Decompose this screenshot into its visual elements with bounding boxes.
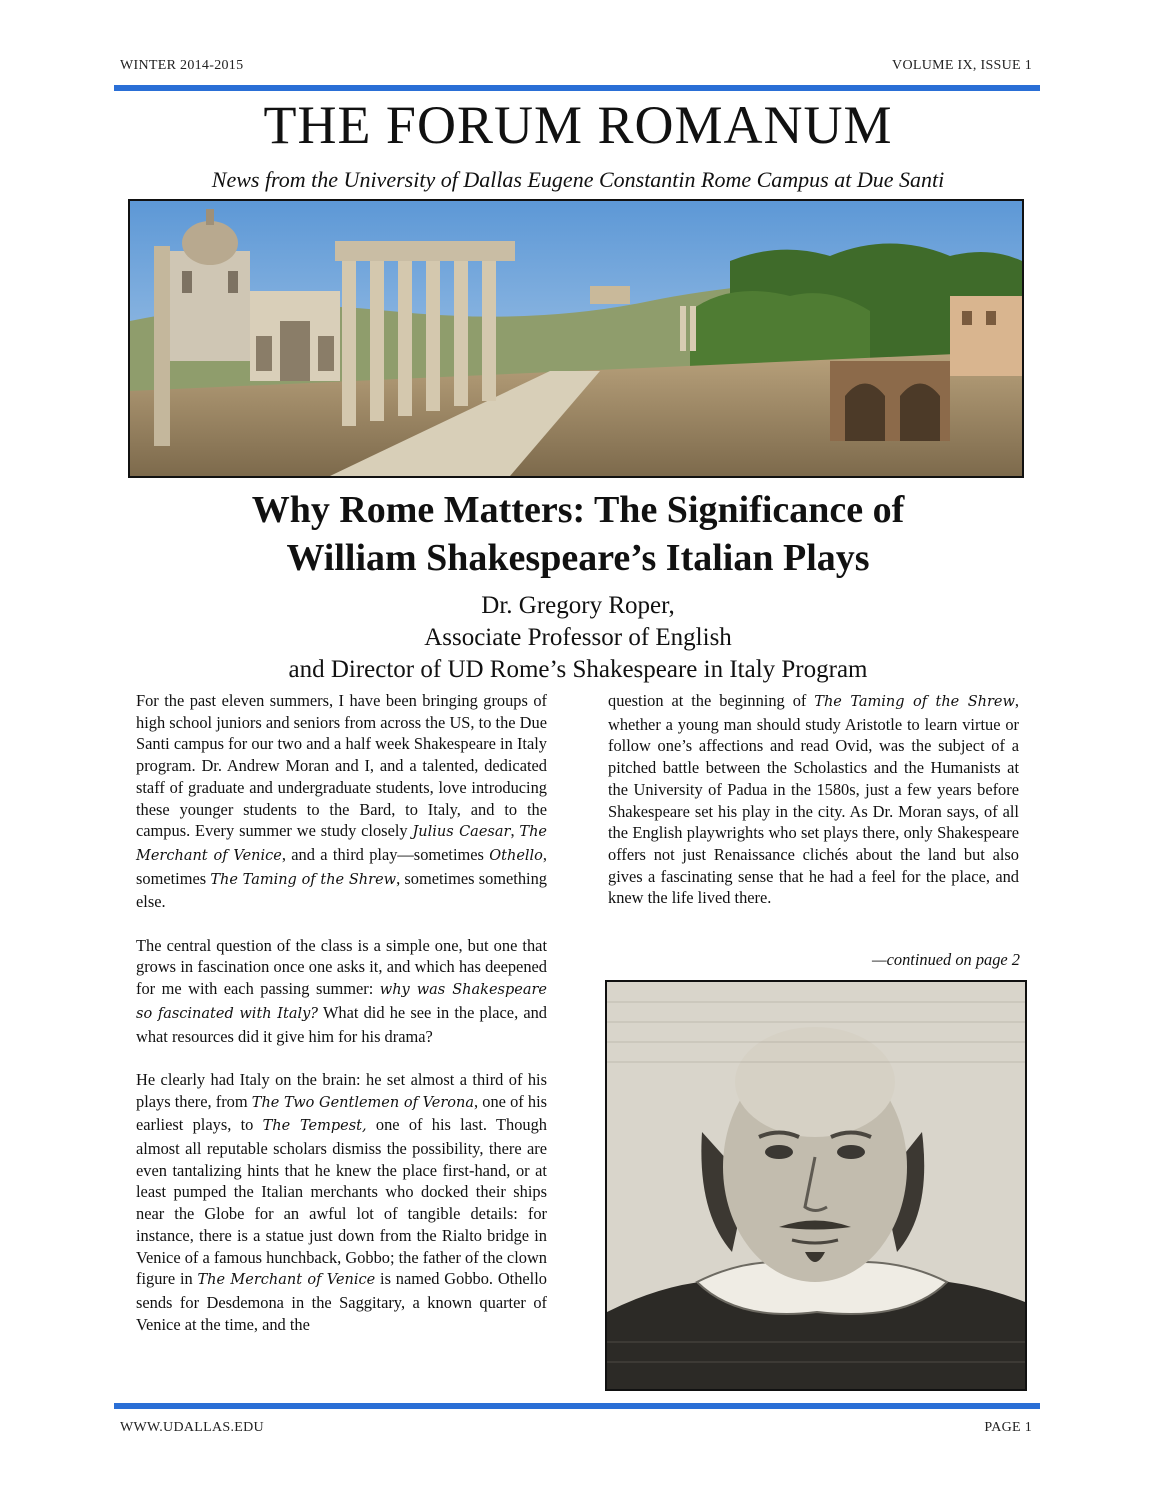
- shakespeare-portrait: [605, 980, 1027, 1391]
- paragraph-2: The central question of the class is a simple one, but one that grows in fascination once one asks it, and which has deepened for me with each passing summer: why was Shakespeare so fascinated with Italy? What did he see in the place, and what resources did it give him for his drama?: [136, 935, 548, 1046]
- byline-role: and Director of UD Rome’s Shakespeare in Italy Program: [288, 656, 868, 683]
- roman-forum-photo: [128, 199, 1024, 478]
- paragraph-1: For the past eleven summers, I have been bringing groups of high school juniors and seniors from across the US, to the Due Santi campus for our two and a half week Shakespeare in Italy program. Dr. Andrew Moran and I, and a talented, dedicated staff of graduate and undergraduate students, love introducing these younger students to the Bard, to Italy, and to the campus. Every summer we study closely Julius Caesar, The Merchant of Venice, and a third play—sometimes Othello, sometimes The Taming of the Shrew, sometimes something else.: [136, 691, 548, 912]
- bottom-rule: [114, 1403, 1040, 1409]
- continued-note: —continued on page 2: [872, 950, 1020, 969]
- issue-season: WINTER 2014-2015: [120, 58, 244, 73]
- headline-line-1: Why Rome Matters: The Significance of: [251, 489, 905, 531]
- footer-website: WWW.UDALLAS.EDU: [120, 1420, 264, 1435]
- article-column-right: [608, 690, 1019, 909]
- issue-volume: VOLUME IX, ISSUE 1: [892, 58, 1032, 73]
- article-headline: [0, 486, 1156, 582]
- article-column-left: [136, 690, 547, 1335]
- masthead-title: THE FORUM ROMANUM: [263, 95, 893, 155]
- footer-page-number: PAGE 1: [984, 1420, 1032, 1435]
- paragraph-4: question at the beginning of The Taming of the Shrew, whether a young man should study Aristotle to learn virtue or follow one’s affections and read Ovid, was the subject of a pitched battle between the Scholastics and the Humanists at the University of Padua in the 1580s, just a few years before Shakespeare set his play in the city. As Dr. Moran says, of all the English playwrights who set plays there, only Shakespeare offers not just Renaissance clichés about the land but also gives a fascinating sense that he had a feel for the place, and knew the life lived there.: [608, 691, 1020, 908]
- byline-author: Dr. Gregory Roper,: [481, 592, 675, 619]
- paragraph-3: He clearly had Italy on the brain: he set almost a third of his plays there, from The Two Gentlemen of Verona, one of his earliest plays, to The Tempest, one of his last. Though almost all reputable scholars dismiss the possibility, there are even tantalizing hints that he knew the place first-hand, or at least pumped the Italian merchants who docked their ships near the Globe for an awful lot of tangible details: for instance, there is a statue just down from the Rialto bridge in Venice of a famous hunchback, Gobbo; the father of the clown figure in The Merchant of Venice is named Gobbo. Othello sends for Desdemona in the Saggitary, a known quarter of Venice at the time, and the: [136, 1069, 547, 1334]
- article-byline: [0, 590, 1156, 686]
- masthead-tagline: News from the University of Dallas Eugene Constantin Rome Campus at Due Santi: [211, 167, 945, 192]
- headline-line-2: William Shakespeare’s Italian Plays: [286, 537, 870, 579]
- byline-title: Associate Professor of English: [424, 624, 732, 651]
- top-rule: [114, 85, 1040, 91]
